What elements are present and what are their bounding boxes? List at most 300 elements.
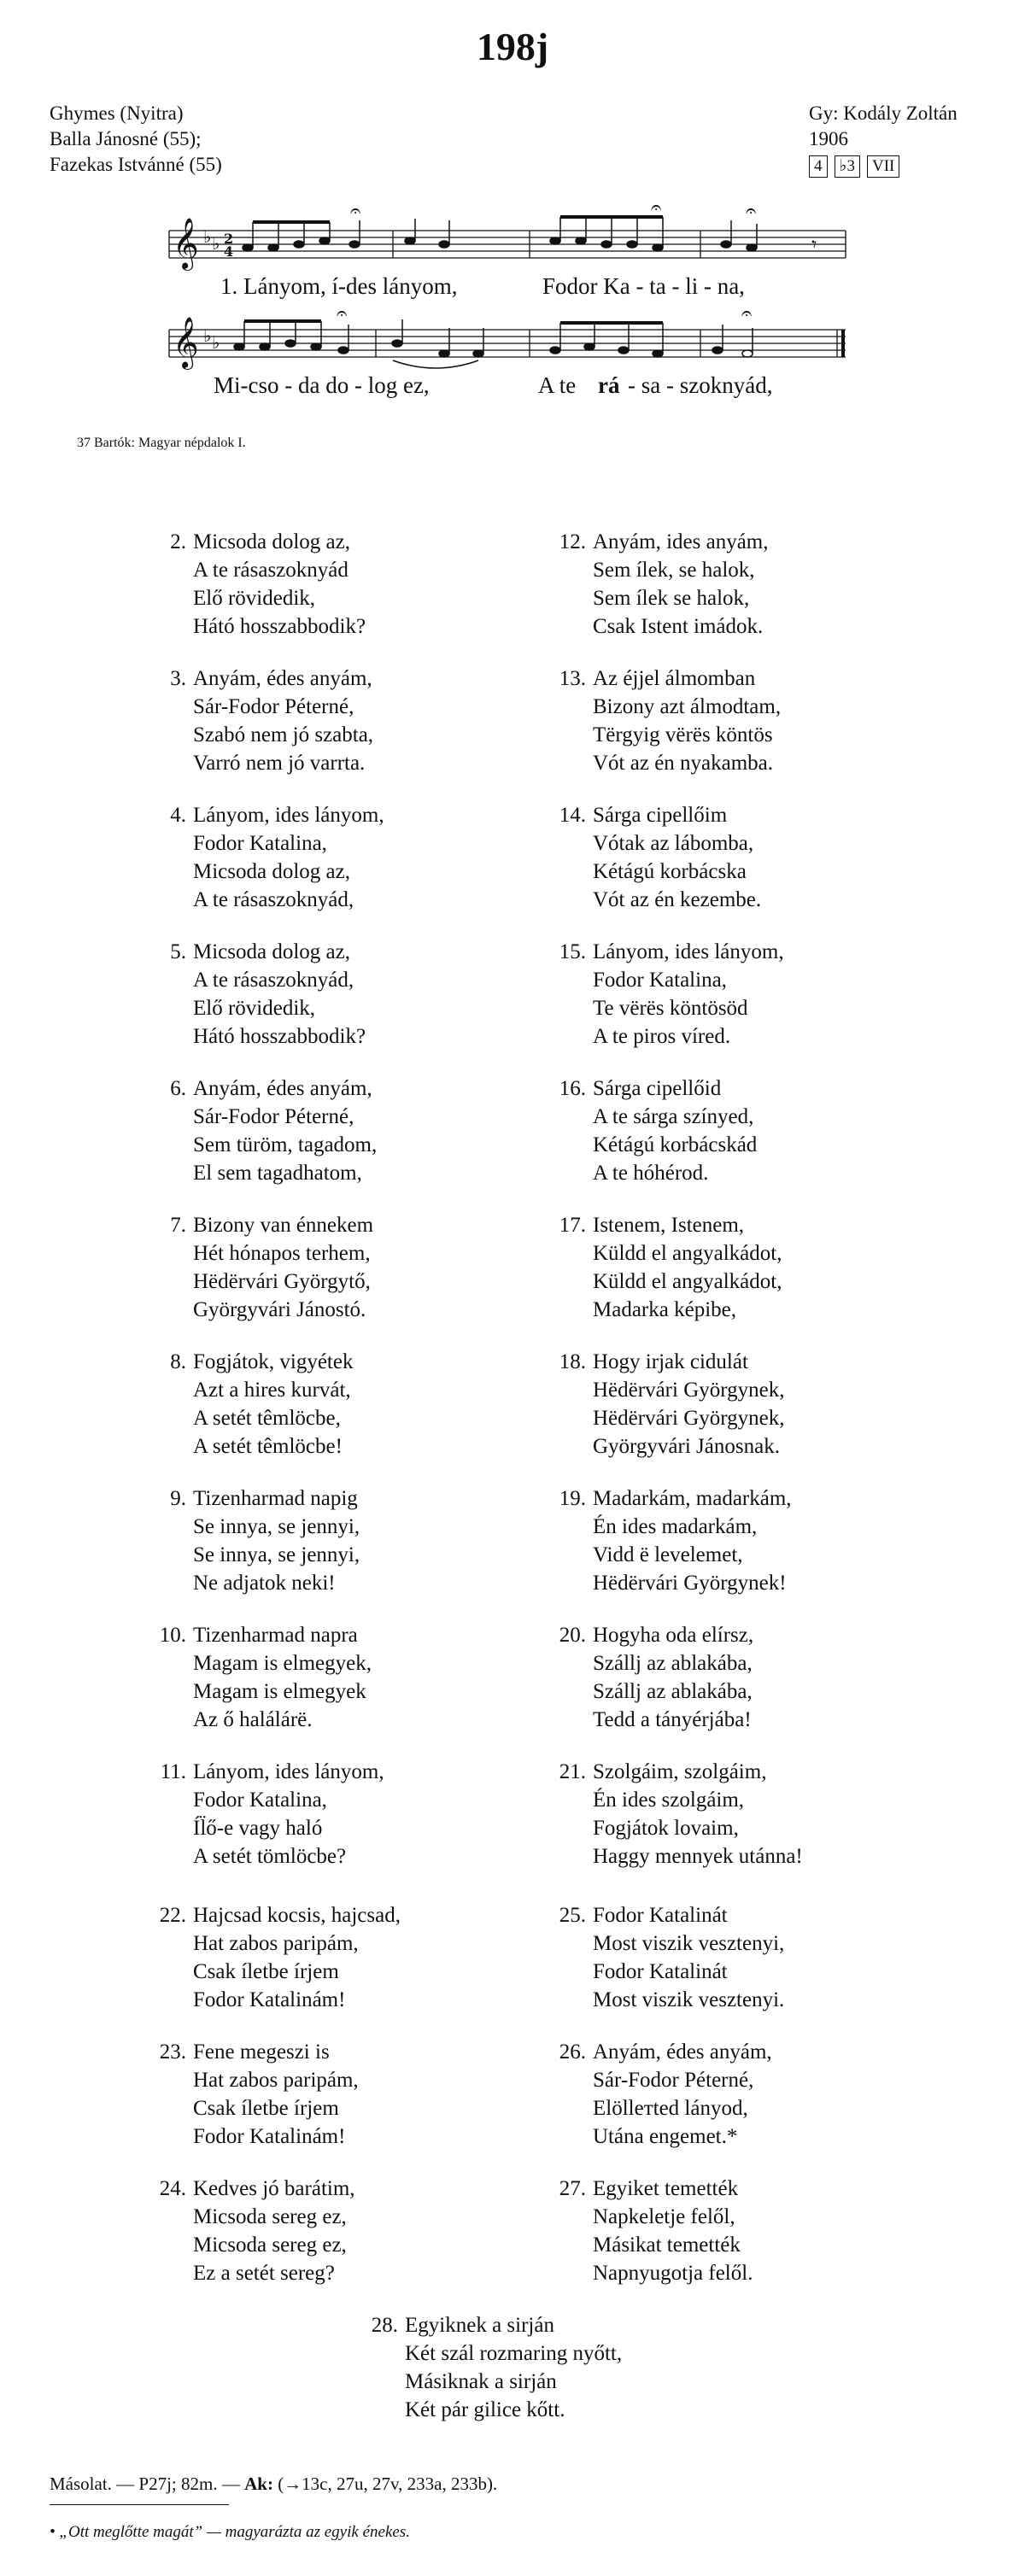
stanza-line xyxy=(147,1268,540,1296)
stanza xyxy=(359,2311,752,2424)
stanza-text: Küldd el angyalkádot, xyxy=(593,1242,782,1265)
stanza-line xyxy=(547,1074,940,1103)
stanza-text: Ne adjatok neki! xyxy=(193,1572,336,1595)
stanza-number: 15. xyxy=(559,940,586,963)
stanza-line xyxy=(147,2122,540,2151)
stanza-line xyxy=(547,721,940,749)
stanza-line xyxy=(147,966,540,994)
stanza-text: A te rásaszoknyád, xyxy=(193,888,354,911)
stanza-text: Most viszik vesztenyi. xyxy=(593,1988,785,2011)
stanza-text: Vót az én kezembe. xyxy=(593,888,762,911)
stanza-line xyxy=(547,556,940,584)
stanza-number: 14. xyxy=(559,804,586,827)
stanza xyxy=(547,664,940,777)
stanza-line xyxy=(147,721,540,749)
stanza-text: Vót az én nyakamba. xyxy=(593,752,774,775)
stanza-line xyxy=(547,1569,940,1597)
code-box: ♭3 xyxy=(835,155,860,178)
stanza xyxy=(547,1758,940,1871)
stanza-text: Hëdërvári Györgynek, xyxy=(593,1407,785,1430)
stanza-line xyxy=(547,2203,940,2231)
stanza-line xyxy=(547,749,940,777)
stanza-line xyxy=(147,1677,540,1706)
stanza-number: 22. xyxy=(159,1904,186,1927)
stanza-text: Madarka képibe, xyxy=(593,1298,736,1321)
stanza-text: Micsoda dolog az, xyxy=(193,530,350,553)
lyric-segment: - sa - szoknyád, xyxy=(628,372,773,398)
stanza-line xyxy=(547,1432,940,1461)
stanza-text: Íl̈ő-e vagy haló xyxy=(193,1817,323,1840)
stanza-line xyxy=(147,2259,540,2287)
stanza-text: Hat zabos paripám, xyxy=(193,2069,359,2092)
stanza-number: 24. xyxy=(159,2177,186,2200)
stanza-line xyxy=(147,858,540,886)
stanza-text: Hogy irjak cidulát xyxy=(593,1350,748,1373)
stanza-text: Csak íletbe írjem xyxy=(193,2097,339,2120)
stanza-text: Fodor Katalinát xyxy=(593,1960,728,1983)
stanza-text: Az éjjel álmomban xyxy=(593,667,756,690)
stanza-line xyxy=(147,1404,540,1432)
lyric-segment: A te xyxy=(538,372,577,398)
stanza xyxy=(547,1348,940,1461)
stanza-line xyxy=(147,1706,540,1734)
stanza-text: Napnyugotja felől. xyxy=(593,2262,753,2285)
stanza-line xyxy=(547,2094,940,2122)
fermata-icon: 𝄐 xyxy=(741,304,753,325)
stanza-line xyxy=(147,1929,540,1958)
stanza-text: Micsoda dolog az, xyxy=(193,860,350,883)
stanza-text: Tedd a tányérjába! xyxy=(593,1708,752,1731)
stanza-number: 4. xyxy=(170,804,186,827)
stanza-text: Lányom, ides lányom, xyxy=(193,1760,384,1783)
stanza-line xyxy=(147,693,540,721)
stanza-line xyxy=(147,584,540,612)
stanza-text: Lányom, ides lányom, xyxy=(593,940,784,963)
code-box: 4 xyxy=(809,155,828,178)
stanza-line xyxy=(547,1677,940,1706)
stanza-text: A te rásaszoknyád, xyxy=(193,969,354,992)
stanza-line xyxy=(147,1239,540,1268)
collection-year: 1906 xyxy=(809,128,848,149)
stanza-text: Én ides madarkám, xyxy=(593,1515,758,1538)
stanza-text: Hat zabos paripám, xyxy=(193,1932,359,1955)
stanza-line xyxy=(547,1958,940,1986)
stanza-text: Istenem, Istenem, xyxy=(593,1214,745,1237)
stanza-line xyxy=(147,2094,540,2122)
stanza-text: Ez a setét sereg? xyxy=(193,2262,335,2285)
stanza xyxy=(147,528,540,641)
stanza-text: Anyám, ides anyám, xyxy=(593,530,769,553)
stanza-text: Bizony azt álmodtam, xyxy=(593,695,782,718)
stanza-line xyxy=(147,2175,540,2203)
stanza-line xyxy=(147,829,540,858)
stanza-number: 26. xyxy=(559,2040,586,2064)
stanza-line xyxy=(359,2311,752,2339)
stanza-line xyxy=(147,2038,540,2066)
stanza-line xyxy=(147,1986,540,2014)
lyric-segment: Mi-cso - da do - log ez, xyxy=(214,372,430,398)
stanza-text: Másiknak a sirján xyxy=(405,2370,557,2393)
stanza-line xyxy=(547,1404,940,1432)
stanza-line xyxy=(547,612,940,641)
stanza-line xyxy=(147,1022,540,1051)
stanza-line xyxy=(147,1901,540,1929)
collector-name: Gy: Kodály Zoltán xyxy=(809,102,958,124)
stanza xyxy=(547,1211,940,1324)
svg-text:♭: ♭ xyxy=(203,325,212,346)
stanza-text: Elő rövidedik, xyxy=(193,587,316,610)
stanza-line xyxy=(147,1842,540,1871)
informant-1: Balla Jánosné (55); xyxy=(50,128,202,149)
stanza-line xyxy=(147,1814,540,1842)
stanza-line xyxy=(547,1022,940,1051)
informant-2: Fazekas Istvánné (55) xyxy=(50,154,222,175)
copy-prefix: Másolat. — P27j; 82m. — xyxy=(50,2474,245,2494)
stanza-text: Szállj az ablakába, xyxy=(593,1680,753,1703)
stanza-number: 16. xyxy=(559,1077,586,1100)
stanza-text: Sem türöm, tagadom, xyxy=(193,1133,378,1156)
lyric-segment: Fodor Ka - ta - li - na, xyxy=(542,273,745,299)
stanza-text: Hogyha oda elírsz, xyxy=(593,1624,754,1647)
stanza-text: Hëdërvári Györgynek! xyxy=(593,1572,787,1595)
stanza-text: Egyiknek a sirján xyxy=(405,2314,554,2337)
stanza-text: Sár-Fodor Péterné, xyxy=(593,2069,754,2092)
stanza-text: A setét têmlöcbe, xyxy=(193,1407,341,1430)
stanza-text: Az ő halálárë. xyxy=(193,1708,313,1731)
stanza-line xyxy=(147,556,540,584)
stanza xyxy=(147,1348,540,1461)
stanza-text: Lányom, ides lányom, xyxy=(193,804,384,827)
stanza-text: Tërgyig vërës köntös xyxy=(593,723,773,746)
stanza-text: Micsoda sereg ez, xyxy=(193,2205,347,2228)
stanza-text: Micsoda sereg ez, xyxy=(193,2234,347,2257)
stanza-number: 7. xyxy=(170,1214,186,1237)
stanza-number: 11. xyxy=(160,1760,186,1783)
stanza-text: Hëdërvári Györgytő, xyxy=(193,1270,371,1293)
stanza-number: 21. xyxy=(559,1760,586,1783)
stanza xyxy=(547,1484,940,1597)
stanza-line xyxy=(147,528,540,556)
stanza-text: Sárga cipellőid xyxy=(593,1077,722,1100)
stanza-line xyxy=(147,1621,540,1649)
stanza-line xyxy=(147,1074,540,1103)
stanza-number: 23. xyxy=(159,2040,186,2064)
svg-text:♭: ♭ xyxy=(203,226,212,247)
stanza-text: Sem ílek, se halok, xyxy=(593,559,755,582)
stanza xyxy=(147,2038,540,2151)
stanza-line xyxy=(147,2203,540,2231)
stanza xyxy=(147,664,540,777)
stanza-line xyxy=(147,1541,540,1569)
stanza-line xyxy=(147,886,540,914)
informants-block xyxy=(50,101,222,178)
treble-clef-icon: 𝄞 xyxy=(173,317,199,368)
stanza-number: 20. xyxy=(559,1624,586,1647)
fermata-icon: 𝄐 xyxy=(337,304,348,325)
stanza-number: 18. xyxy=(559,1350,586,1373)
stanza-text: Magam is elmegyek, xyxy=(193,1652,372,1675)
rest-icon: 𝄾 xyxy=(811,232,817,256)
stanza-text: Elő rövidedik, xyxy=(193,997,316,1020)
stanza-line xyxy=(547,1786,940,1814)
stanza-line xyxy=(547,2175,940,2203)
stanza-text: Fogjátok, vigyétek xyxy=(193,1350,354,1373)
stanza-line xyxy=(547,1159,940,1187)
stanza-text: Kétágú korbácskád xyxy=(593,1133,758,1156)
stanza-number: 28. xyxy=(371,2314,398,2337)
stanza-text: Haggy mennyek utánna! xyxy=(593,1845,803,1868)
stanza-text: Vótak az lábomba, xyxy=(593,832,754,855)
stanza-line xyxy=(359,2396,752,2424)
stanza-line xyxy=(147,994,540,1022)
stanza-text: Szabó nem jó szabta, xyxy=(193,723,374,746)
stanza-line xyxy=(547,2122,940,2151)
stanza-text: Fodor Katalinám! xyxy=(193,1988,346,2011)
treble-clef-icon: 𝄞 xyxy=(173,218,199,269)
stanza-line xyxy=(147,1103,540,1131)
lyric-segment: rá xyxy=(598,372,620,398)
stanza-line xyxy=(359,2368,752,2396)
stanza-text: Fene megeszi is xyxy=(193,2040,330,2064)
stanza-text: Györgyvári Jánosnak. xyxy=(593,1435,780,1458)
svg-text:4: 4 xyxy=(224,243,234,260)
stanza-line xyxy=(547,1929,940,1958)
stanza-number: 17. xyxy=(559,1214,586,1237)
stanza-line xyxy=(547,1239,940,1268)
stanza-text: Hét hónapos terhem, xyxy=(193,1242,371,1265)
stanza-text: Most viszik vesztenyi, xyxy=(593,1932,785,1955)
stanza-line xyxy=(547,2231,940,2259)
stanza-line xyxy=(547,584,940,612)
stanza-text: Két pár gilice kőtt. xyxy=(405,2398,565,2421)
stanza-line xyxy=(547,1621,940,1649)
stanza-line xyxy=(147,1513,540,1541)
stanza xyxy=(547,528,940,641)
stanza-line xyxy=(547,1901,940,1929)
stanza-text: Fodor Katalina, xyxy=(193,832,327,855)
stanza-line xyxy=(147,1348,540,1376)
stanza-text: A te piros víred. xyxy=(593,1025,731,1048)
stanza-number: 8. xyxy=(170,1350,186,1373)
stanza-text: Napkeletje felől, xyxy=(593,2205,735,2228)
stanza xyxy=(147,1211,540,1324)
stanza-line xyxy=(147,612,540,641)
stanza-text: Utána engemet.* xyxy=(593,2125,738,2148)
informant-place: Ghymes (Nyitra) xyxy=(50,102,184,124)
stanza-number: 9. xyxy=(170,1487,186,1510)
stanza xyxy=(147,1901,540,2014)
stanza-line xyxy=(147,1131,540,1159)
stanza-text: Hëdërvári Györgynek, xyxy=(593,1379,785,1402)
stanza-text: Elöllетted lányod, xyxy=(593,2097,748,2120)
stanza-text: Fodor Katalina, xyxy=(193,1789,327,1812)
stanza-text: Kétágú korbácska xyxy=(593,860,747,883)
stanza-line xyxy=(147,1569,540,1597)
footnote-rule xyxy=(50,2504,229,2505)
stanza-line xyxy=(147,1649,540,1677)
stanza-text: Két szál rozmaring nyőtt, xyxy=(405,2342,623,2365)
stanza-text: Sárga cipellőim xyxy=(593,804,728,827)
svg-text:♭: ♭ xyxy=(212,332,220,353)
stanza-number: 13. xyxy=(559,667,586,690)
stanza-number: 25. xyxy=(559,1904,586,1927)
stanza-line xyxy=(147,2231,540,2259)
stanza-number: 12. xyxy=(559,530,586,553)
stanza-line xyxy=(547,829,940,858)
stanza-line xyxy=(147,664,540,693)
stanza-text: Azt a hires kurvát, xyxy=(193,1379,351,1402)
stanza-line xyxy=(147,1296,540,1324)
stanza-line xyxy=(547,994,940,1022)
stanza xyxy=(547,2175,940,2287)
stanza-text: Sár-Fodor Péterné, xyxy=(193,1105,354,1128)
stanza-line xyxy=(547,966,940,994)
stanza-text: A setét têmlöcbe! xyxy=(193,1435,343,1458)
stanza-text: Sem ílek se halok, xyxy=(593,587,750,610)
stanza-text: A setét tömlöcbe? xyxy=(193,1845,347,1868)
stanza-text: Micsoda dolog az, xyxy=(193,940,350,963)
stanza-line xyxy=(547,2259,940,2287)
stanza-text: A te sárga színyed, xyxy=(593,1105,754,1128)
fermata-icon: 𝄐 xyxy=(350,205,361,222)
stanza-line xyxy=(359,2339,752,2368)
stanza-line xyxy=(547,1842,940,1871)
svg-text:♭: ♭ xyxy=(212,233,220,254)
stanza-text: Egyiket temették xyxy=(593,2177,739,2200)
source-note: 37 Bartók: Magyar népdalok I. xyxy=(77,436,246,450)
stanza-line xyxy=(547,1513,940,1541)
copy-ak: Ak: xyxy=(244,2474,273,2494)
fermata-icon: 𝄐 xyxy=(651,205,662,219)
stanza xyxy=(147,1074,540,1187)
collector-block xyxy=(809,101,958,178)
stanza-line xyxy=(147,1786,540,1814)
stanza xyxy=(147,2175,540,2287)
stanza-text: Szállj az ablakába, xyxy=(593,1652,753,1675)
stanza-number: 2. xyxy=(170,530,186,553)
stanza-line xyxy=(547,1814,940,1842)
stanza-line xyxy=(547,1649,940,1677)
music-staff-2 xyxy=(162,304,863,407)
stanza-line xyxy=(147,801,540,829)
stanza-number: 19. xyxy=(559,1487,586,1510)
stanza-text: Én ides szolgáim, xyxy=(593,1789,745,1812)
stanza-line xyxy=(547,1211,940,1239)
stanza xyxy=(147,1758,540,1871)
stanza-line xyxy=(547,1131,940,1159)
stanza-text: Fodor Katalinát xyxy=(593,1904,728,1927)
stanza-line xyxy=(547,693,940,721)
stanza-text: Te vërës köntösöd xyxy=(593,997,748,1020)
stanza-text: Fodor Katalina, xyxy=(593,969,727,992)
stanza-number: 10. xyxy=(159,1624,186,1647)
stanza-text: A te hóhérod. xyxy=(593,1162,709,1185)
music-staff-1 xyxy=(162,205,863,307)
stanza-line xyxy=(147,1958,540,1986)
stanza-text: Szolgáim, szolgáim, xyxy=(593,1760,767,1783)
stanza-line xyxy=(547,1706,940,1734)
stanza-line xyxy=(547,1758,940,1786)
stanza-text: Anyám, édes anyám, xyxy=(593,2040,772,2064)
stanza-text: Anyám, édes anyám, xyxy=(193,1077,372,1100)
stanza-text: Fogjátok lovaim, xyxy=(593,1817,739,1840)
stanza xyxy=(547,2038,940,2151)
stanza xyxy=(547,938,940,1051)
stanza-number: 27. xyxy=(559,2177,586,2200)
stanza-text: Bizony van énnekem xyxy=(193,1214,374,1237)
stanza-number: 6. xyxy=(170,1077,186,1100)
stanza-line xyxy=(147,938,540,966)
stanza xyxy=(547,1901,940,2014)
stanza-text: Magam is elmegyek xyxy=(193,1680,366,1703)
stanza-line xyxy=(547,1376,940,1404)
stanza-line xyxy=(547,938,940,966)
stanza-line xyxy=(147,1159,540,1187)
stanza-text: Tizenharmad napra xyxy=(193,1624,358,1647)
lyric-segment: 1. Lányom, í-des lányom, xyxy=(220,273,458,299)
stanza-line xyxy=(147,1758,540,1786)
stanza-line xyxy=(147,749,540,777)
stanza-text: Hajcsad kocsis, hajcsad, xyxy=(193,1904,401,1927)
stanza-line xyxy=(547,1484,940,1513)
stanza-line xyxy=(547,886,940,914)
stanza-text: Hátó hosszabbodik? xyxy=(193,615,366,638)
stanza-line xyxy=(547,528,940,556)
code-box: VII xyxy=(867,155,899,178)
stanza-text: Csak íletbe írjem xyxy=(193,1960,339,1983)
stanza-text: Se innya, se jennyi, xyxy=(193,1515,360,1538)
stanza-text: Fodor Katalinám! xyxy=(193,2125,346,2148)
stanza-line xyxy=(547,1541,940,1569)
stanza-text: A te rásaszoknyád xyxy=(193,559,348,582)
stanza-text: Másikat temették xyxy=(593,2234,741,2257)
stanza xyxy=(547,1621,940,1734)
stanza-text: Györgyvári Jánostó. xyxy=(193,1298,366,1321)
stanza xyxy=(147,938,540,1051)
stanza-text: Sár-Fodor Péterné, xyxy=(193,695,354,718)
stanza-line xyxy=(547,1103,940,1131)
stanza-line xyxy=(147,2066,540,2094)
stanza-text: Csak Istent imádok. xyxy=(593,615,764,638)
stanza-text: Vidd ë levelemet, xyxy=(593,1543,743,1566)
fermata-icon: 𝄐 xyxy=(746,205,757,222)
stanza-text: Hátó hosszabbodik? xyxy=(193,1025,366,1048)
stanza-line xyxy=(547,858,940,886)
stanza-line xyxy=(547,2066,940,2094)
footnote: • „Ott meglőtte magát” — magyarázta az egyik énekes. xyxy=(50,2523,410,2541)
page-title: 198j xyxy=(476,25,549,68)
stanza-line xyxy=(547,1268,940,1296)
stanza-text: El sem tagadhatom, xyxy=(193,1162,362,1185)
stanza-text: Varró nem jó varrta. xyxy=(193,752,366,775)
stanza-text: Küldd el angyalkádot, xyxy=(593,1270,782,1293)
stanza-line xyxy=(547,664,940,693)
stanza-text: Tizenharmad napig xyxy=(193,1487,358,1510)
copy-rest: (→13c, 27u, 27v, 233a, 233b). xyxy=(272,2474,498,2494)
stanza-line xyxy=(147,1432,540,1461)
svg-text:2: 2 xyxy=(224,231,234,247)
stanza xyxy=(547,801,940,914)
stanza xyxy=(147,1484,540,1597)
stanza-number: 5. xyxy=(170,940,186,963)
stanza-text: Kedves jó barátim, xyxy=(193,2177,355,2200)
stanza-line xyxy=(547,1348,940,1376)
stanza-line xyxy=(547,2038,940,2066)
stanza-line xyxy=(547,801,940,829)
stanza-number: 3. xyxy=(170,667,186,690)
stanza-line xyxy=(547,1986,940,2014)
stanza-text: Anyám, édes anyám, xyxy=(193,667,372,690)
